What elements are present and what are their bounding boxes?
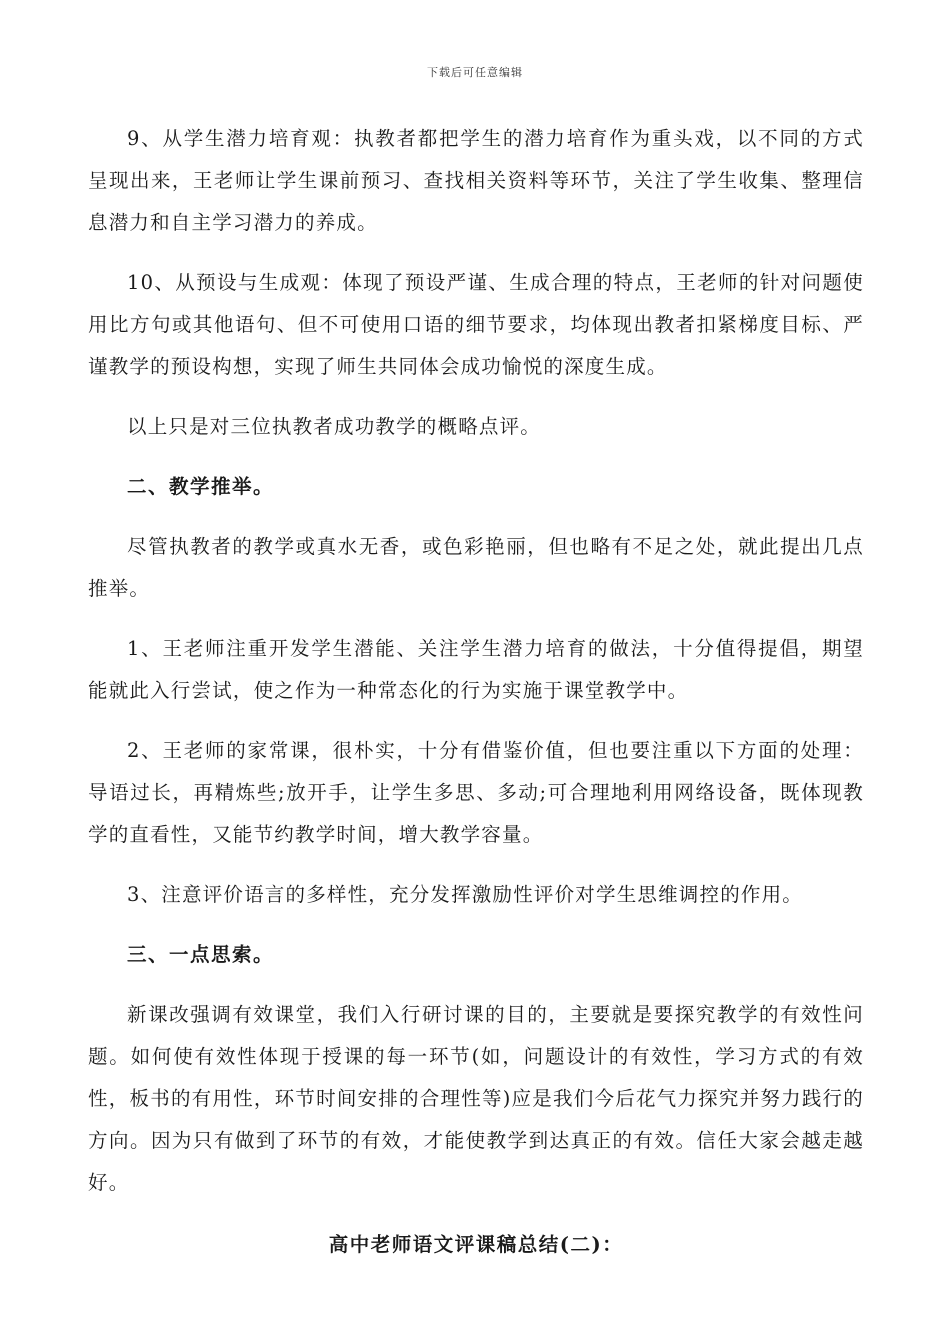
header-note: 下载后可任意编辑 — [427, 66, 523, 79]
section-heading-recommendations: 二、教学推举。 — [127, 475, 275, 498]
paragraph-item-9: 9、从学生潜力培育观：执教者都把学生的潜力培育作为重头戏，以不同的方式呈现出来，王老师让学生课前预习、查找相关资料等环节，关注了学生收集、整理信息潜力和自主学习潜力的养成。 — [88, 127, 864, 234]
paragraph-item-10: 10、从预设与生成观：体现了预设严谨、生成合理的特点，王老师的针对问题使用比方句或其他语句、但不可使用口语的细节要求，均体现出教者扣紧梯度目标、严谨教学的预设构想，实现了师生共同体会成功愉悦的深度生成。 — [88, 271, 864, 378]
document-body — [88, 118, 864, 1266]
paragraph-recommendation-1: 1、王老师注重开发学生潜能、关注学生潜力培育的做法，十分值得提倡，期望能就此入行尝试，使之作为一种常态化的行为实施于课堂教学中。 — [88, 637, 864, 702]
paragraph-recommendation-3: 3、注意评价语言的多样性，充分发挥激励性评价对学生思维调控的作用。 — [127, 883, 804, 906]
document-title-part-two: 高中老师语文评课稿总结(二)： — [328, 1233, 624, 1256]
paragraph-recommendations-intro: 尽管执教者的教学或真水无香，或色彩艳丽，但也略有不足之处，就此提出几点推举。 — [88, 535, 864, 600]
section-heading-reflection: 三、一点思索。 — [127, 943, 275, 966]
paragraph-recommendation-2: 2、王老师的家常课，很朴实，十分有借鉴价值，但也要注重以下方面的处理：导语过长，再精炼些;放开手，让学生多思、多动;可合理地利用网络设备，既体现教学的直看性，又能节约教学时间，增大教学容量。 — [88, 739, 864, 846]
paragraph-summary: 以上只是对三位执教者成功教学的概略点评。 — [127, 415, 542, 438]
paragraph-reflection: 新课改强调有效课堂，我们入行研讨课的目的，主要就是要探究教学的有效性问题。如何使有效性体现于授课的每一环节(如，问题设计的有效性，学习方式的有效性，板书的有用性，环节时间安排的合理性等)应是我们今后花气力探究并努力践行的方向。因为只有做到了环节的有效，才能使教学到达真正的有效。信任大家会越走越好。 — [88, 1003, 864, 1194]
